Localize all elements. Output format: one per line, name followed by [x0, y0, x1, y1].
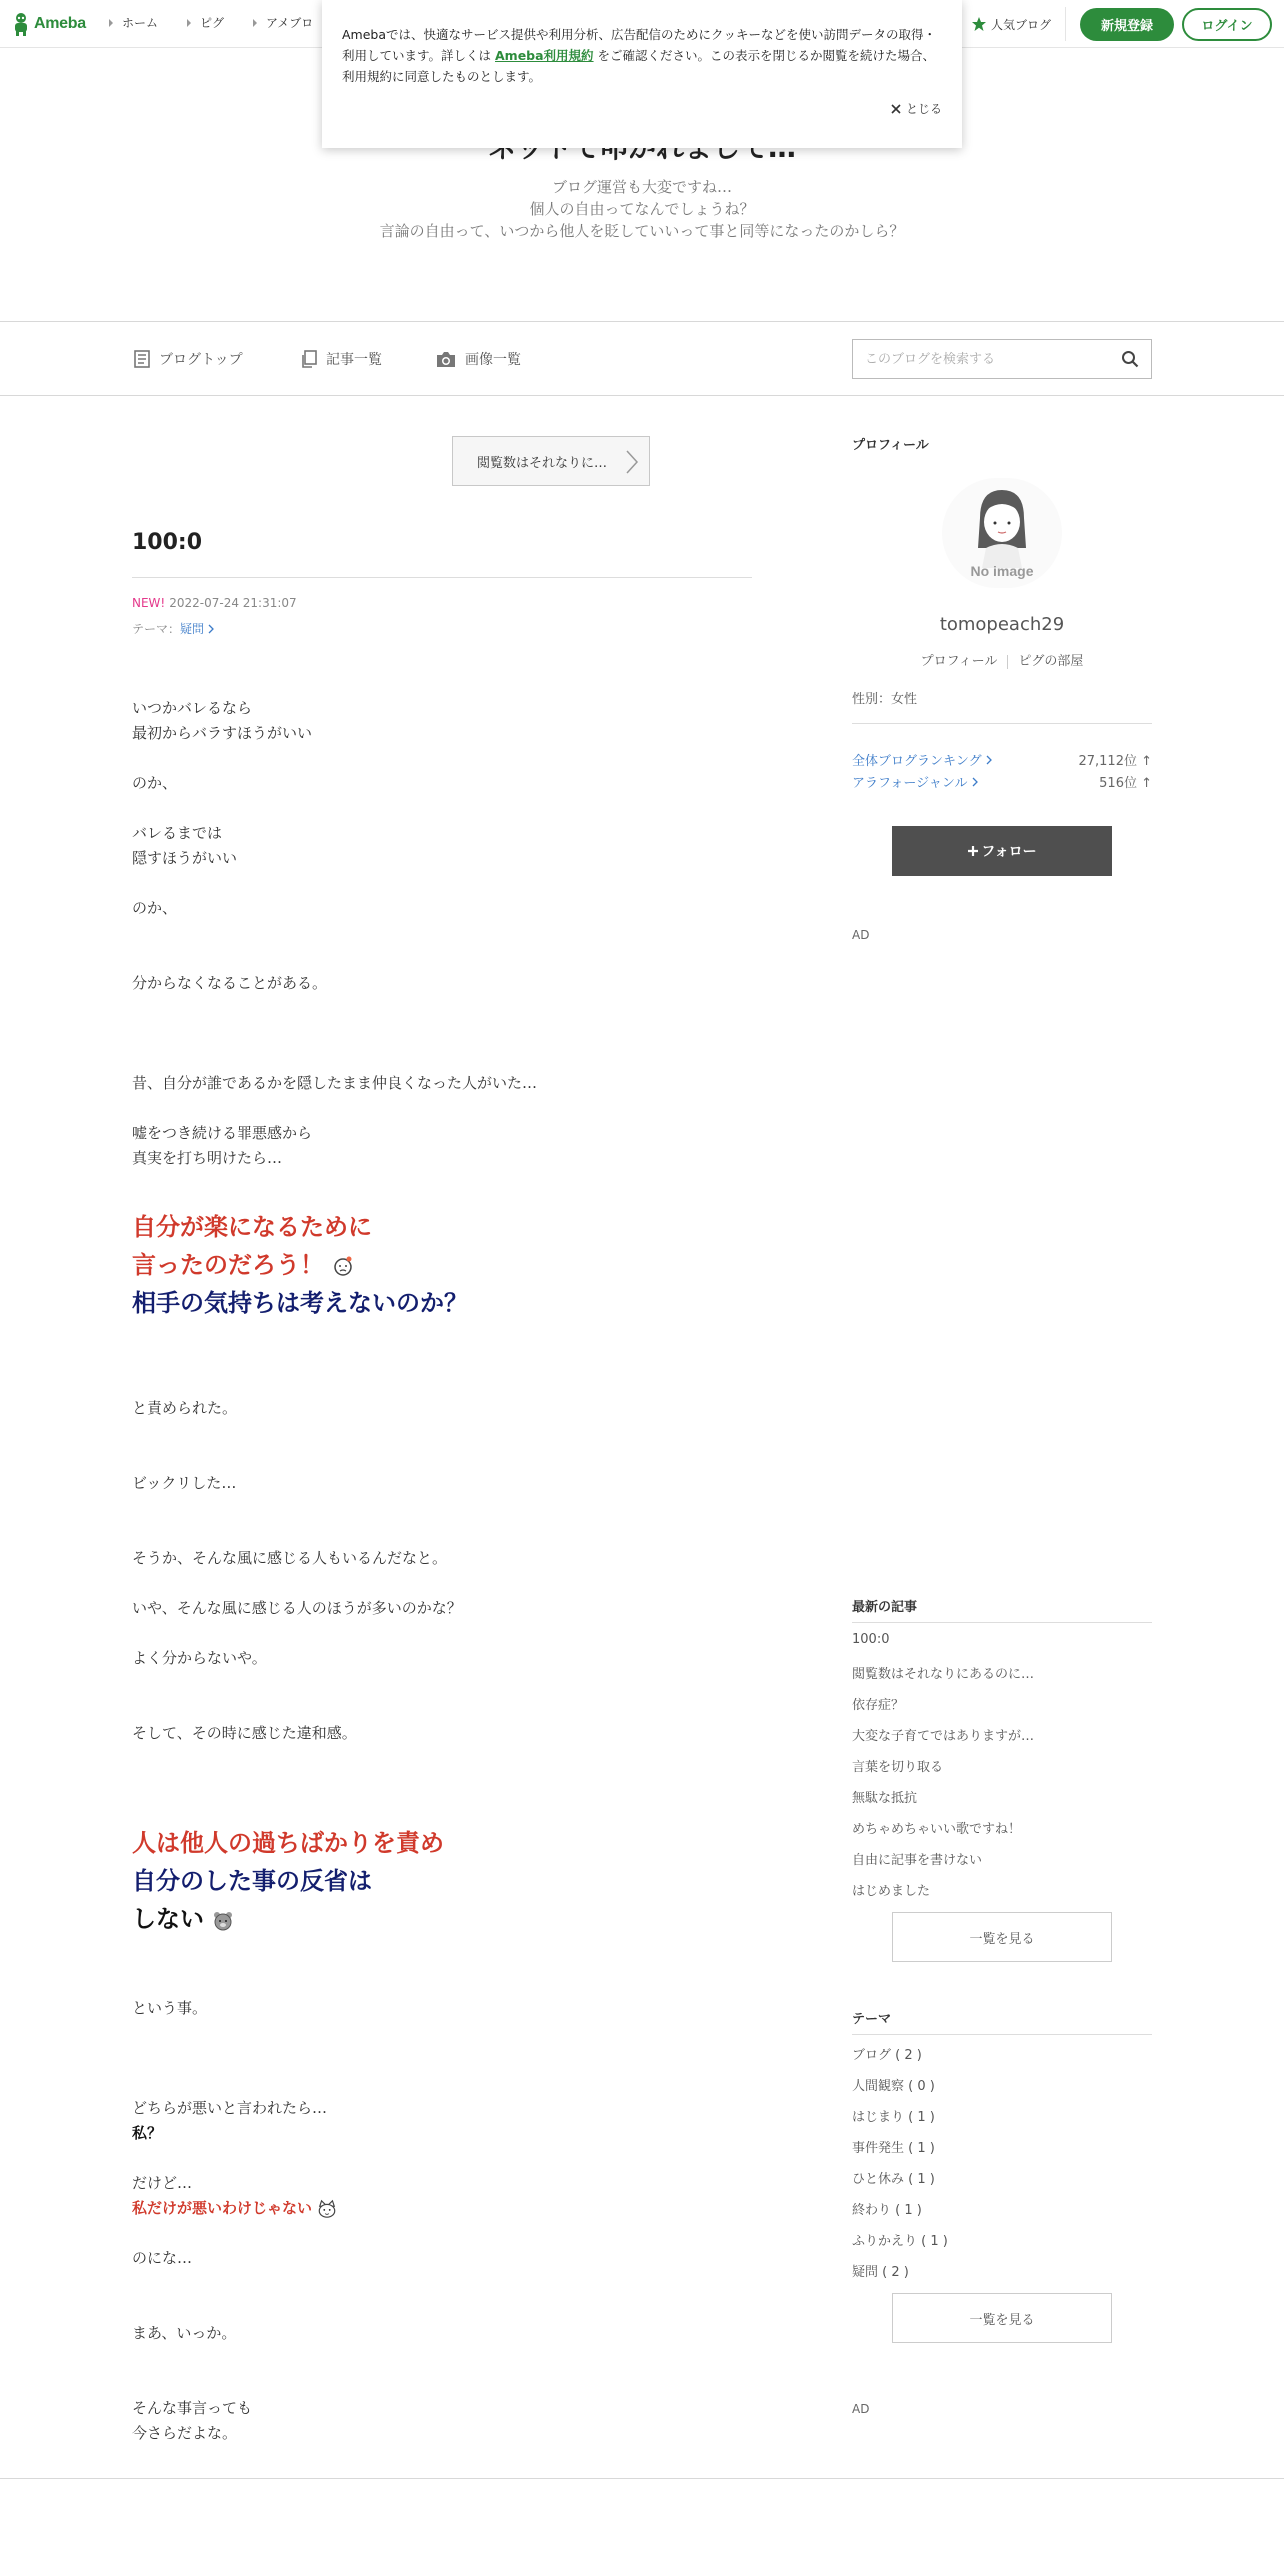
chevron-right-icon: [250, 18, 260, 28]
images-label: 画像一覧: [465, 352, 521, 368]
images-link[interactable]: [436, 349, 521, 369]
entry-text: のにな…: [132, 2249, 193, 2267]
profile-heading: プロフィール: [852, 438, 929, 453]
divider: [132, 577, 752, 578]
entry-text: と責められた。: [132, 1399, 238, 1417]
close-icon: [890, 103, 902, 115]
blog-description: [0, 176, 1284, 242]
popular-blog-link[interactable]: [971, 7, 1066, 41]
entry-text: いや、そんな風に感じる人のほうが多いのかな？: [132, 1599, 462, 1617]
entry-text: 私だけが悪いわけじゃない: [132, 2199, 313, 2217]
entry-text: という事。: [132, 1999, 208, 2017]
emphasis-text: 自分が楽になるために: [132, 1213, 372, 1241]
star-icon: [971, 16, 987, 32]
blog-desc-line: 個人の自由ってなんでしょうね？: [529, 200, 755, 218]
entry-text: いつかバレるなら: [132, 699, 253, 717]
blog-top-label: ブログトップ: [159, 352, 243, 368]
entry-text: よく分からないや。: [132, 1649, 267, 1667]
recent-more-button[interactable]: 一覧を見る: [892, 1912, 1112, 1962]
cookie-text-after: をご確認ください。この表示を閉じるか閲覧を続けた場合、利用規約に同意したものとします。: [342, 48, 936, 84]
logo-text: Ameba: [34, 15, 86, 32]
nav-home[interactable]: [106, 14, 158, 31]
emphasis-text: しない: [132, 1905, 204, 1933]
chevron-right-icon: [184, 18, 194, 28]
ad-label: AD: [852, 928, 870, 942]
nav-pigg[interactable]: [184, 14, 224, 31]
entry-text: 隠すほうがいい: [132, 849, 238, 867]
entry-text: ビックリした…: [132, 1474, 237, 1492]
recent-item[interactable]: 無駄な抵抗: [852, 1791, 918, 1806]
recent-item[interactable]: 言葉を切り取る: [852, 1760, 944, 1775]
theme-link[interactable]: 疑問: [180, 622, 205, 636]
nav-ameblo[interactable]: [250, 14, 313, 31]
recent-item[interactable]: 依存症？: [852, 1698, 905, 1713]
cookie-close-button[interactable]: [890, 100, 942, 117]
prev-entry-label: 閲覧数はそれなりに…: [477, 455, 608, 471]
popular-blog-label: 人気ブログ: [990, 17, 1051, 32]
emphasis-text: 言ったのだろう！: [132, 1251, 324, 1279]
entry-text: そうか、そんな風に感じる人もいるんだなと。: [132, 1549, 448, 1567]
entry-text: のか、: [132, 774, 178, 792]
entry-text: どちらが悪いと言われたら…: [132, 2099, 328, 2117]
header-actions: [971, 7, 1272, 41]
theme-item[interactable]: はじまり ( 1 ): [852, 2110, 935, 2125]
profile-link[interactable]: プロフィール: [920, 654, 998, 669]
recent-item[interactable]: 閲覧数はそれなりにあるのに…: [852, 1667, 1035, 1682]
ranking-label: 全体ブログランキング: [852, 754, 982, 769]
theme-label: テーマ：: [132, 622, 181, 636]
blog-search: [852, 339, 1152, 379]
entry-text: 分からなくなることがある。: [132, 974, 328, 992]
ranking-genre: [852, 772, 1152, 791]
ranking-genre-link[interactable]: [852, 772, 979, 791]
blog-top-link[interactable]: [134, 349, 243, 369]
copy-icon: [300, 350, 317, 368]
entry-text: のか、: [132, 899, 178, 917]
emphasis-text-row: [132, 2196, 337, 2221]
ranking-label: アラフォージャンル: [852, 776, 968, 791]
cat-emoji-icon: [317, 2199, 337, 2219]
no-image-label: No image: [970, 563, 1034, 579]
divider: [852, 723, 1152, 724]
follow-label: フォロー: [981, 844, 1037, 860]
entries-link[interactable]: [300, 349, 382, 369]
nav-ameblo-label: アメブロ: [266, 16, 314, 30]
entry-text: そんな事言っても: [132, 2399, 253, 2417]
emphasis-text-row: [132, 1246, 354, 1284]
ranking-overall: [852, 750, 1152, 769]
theme-item[interactable]: 人間観察 ( 0 ): [852, 2079, 935, 2094]
entry-text: そして、その時に感じた違和感。: [132, 1724, 357, 1742]
chevron-right-icon: [972, 777, 979, 787]
plus-icon: [967, 845, 979, 857]
profile-links: [852, 650, 1152, 669]
ameba-logo[interactable]: [12, 12, 86, 36]
register-button[interactable]: 新規登録: [1080, 8, 1174, 41]
cookie-text: [342, 24, 942, 87]
avatar[interactable]: [942, 478, 1062, 588]
recent-item[interactable]: 自由に記事を書けない: [852, 1853, 983, 1868]
entry-text: 私？: [132, 2124, 163, 2142]
theme-item[interactable]: ふりかえり ( 1 ): [852, 2234, 948, 2249]
divider: [1007, 655, 1008, 669]
blog-desc-line: 言論の自由って、いつから他人を貶していいって事と同等になったのかしら？: [379, 222, 905, 240]
entries-label: 記事一覧: [326, 352, 382, 368]
cookie-consent-dialog: [322, 0, 962, 148]
chevron-right-icon: [106, 18, 116, 28]
emphasis-text: 相手の気持ちは考えないのか？: [132, 1289, 468, 1317]
nav-home-label: ホーム: [122, 16, 159, 30]
login-button[interactable]: ログイン: [1182, 8, 1272, 41]
chevron-right-icon: [986, 755, 993, 765]
recent-item[interactable]: はじめました: [852, 1884, 931, 1899]
entry-text: 最初からバラすほうがいい: [132, 724, 313, 742]
recent-item[interactable]: 大変な子育てではありますが…: [852, 1729, 1035, 1744]
entry-text: 嘘をつき続ける罪悪感から: [132, 1124, 313, 1142]
terms-link[interactable]: Ameba利用規約: [495, 48, 594, 63]
theme-item[interactable]: ブログ ( 2 ): [852, 2048, 922, 2063]
blog-nav: [0, 323, 1284, 396]
theme-item[interactable]: 疑問 ( 2 ): [852, 2265, 909, 2280]
recent-item[interactable]: めちゃめちゃいい歌ですね！: [852, 1822, 1022, 1837]
entry-text: 真実を打ち明けたら…: [132, 1149, 283, 1167]
emphasis-text: 人は他人の過ちばかりを責め: [132, 1829, 444, 1857]
recent-heading: 最新の記事: [852, 1600, 918, 1615]
entry-theme: [132, 620, 215, 637]
entry-text: まあ、いっか。: [132, 2324, 237, 2342]
blog-desc-line: ブログ運営も大変ですね…: [551, 178, 732, 196]
ameba-mascot-icon: [12, 12, 30, 36]
themes-more-button[interactable]: 一覧を見る: [892, 2293, 1112, 2343]
cookie-text-before: Amebaでは、快適なサービス提供や利用分析、広告配信のためにクッキーなどを使い訪問データの取得・利用しています。詳しくは: [342, 27, 937, 63]
angry-emoji-icon: [332, 1255, 354, 1277]
entry-title[interactable]: 100:0: [132, 530, 203, 555]
ranking-value: 516位 ↑: [1099, 776, 1152, 791]
ranking-value: 27,112位 ↑: [1078, 754, 1152, 769]
chevron-right-icon: [625, 449, 639, 475]
divider: [0, 2478, 1284, 2479]
prev-entry-button[interactable]: [452, 436, 650, 486]
document-icon: [134, 350, 150, 368]
recent-item[interactable]: 100:0: [852, 1632, 890, 1647]
cookie-close-label: とじる: [905, 102, 942, 116]
entry-date: 2022-07-24 21:31:07: [169, 596, 297, 610]
theme-item[interactable]: 事件発生 ( 1 ): [852, 2141, 935, 2156]
search-icon[interactable]: [1121, 350, 1139, 368]
entry-meta: [132, 596, 297, 610]
blog-search-input[interactable]: [853, 340, 1103, 378]
theme-item[interactable]: 終わり ( 1 ): [852, 2203, 922, 2218]
nav-pigg-label: ピグ: [200, 16, 225, 30]
new-badge: NEW!: [132, 596, 166, 610]
entry-text: だけど…: [132, 2174, 193, 2192]
profile-gender: 性別：女性: [852, 692, 918, 707]
chevron-right-icon: [207, 624, 215, 634]
divider: [852, 2034, 1152, 2035]
no-image-avatar-icon: [942, 478, 1062, 588]
emphasis-text-row: [132, 1900, 234, 1938]
pigg-room-link[interactable]: ピグの部屋: [1018, 654, 1084, 669]
bear-emoji-icon: [212, 1909, 234, 1931]
divider: [852, 1622, 1152, 1623]
ranking-overall-link[interactable]: [852, 750, 993, 769]
entry-text: バレるまでは: [132, 824, 223, 842]
themes-heading: テーマ: [852, 2012, 892, 2027]
entry-text: 今さらだよな。: [132, 2424, 238, 2442]
profile-name[interactable]: tomopeach29: [939, 614, 1065, 635]
follow-button[interactable]: [892, 826, 1112, 876]
emphasis-text: 自分のした事の反省は: [132, 1867, 372, 1895]
theme-item[interactable]: ひと休み ( 1 ): [852, 2172, 935, 2187]
global-nav: [106, 14, 339, 31]
ad-label: AD: [852, 2402, 870, 2416]
camera-icon: [436, 351, 456, 368]
entry-text: 昔、自分が誰であるかを隠したまま仲良くなった人がいた…: [132, 1074, 538, 1092]
